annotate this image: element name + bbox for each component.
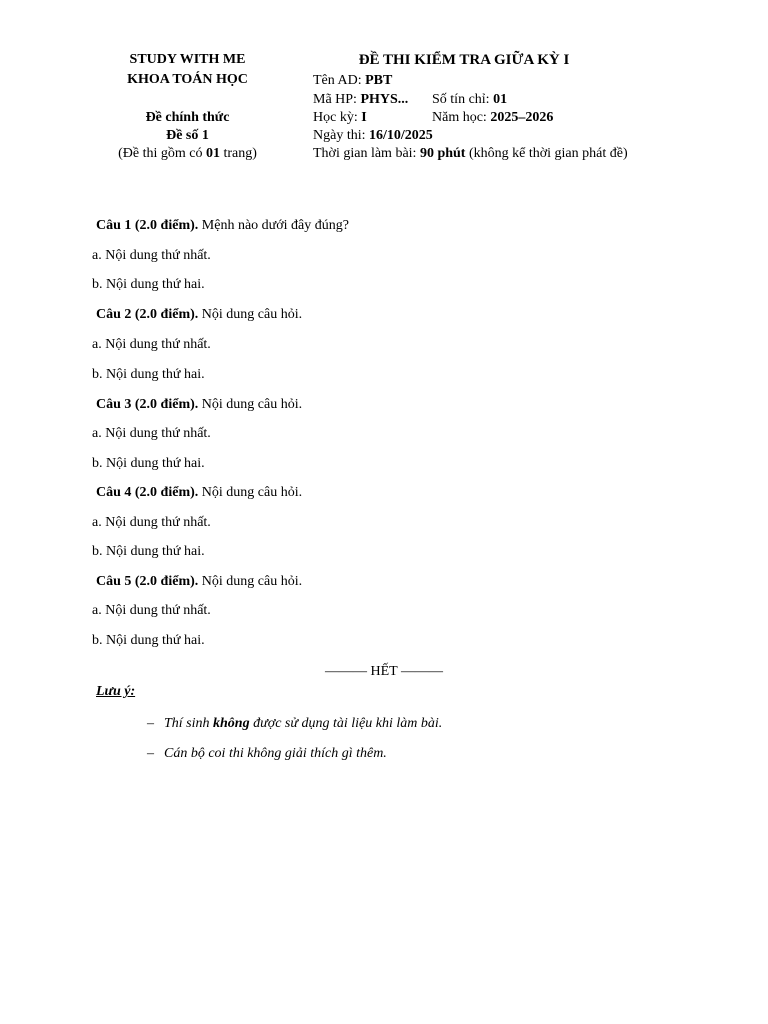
exam-title: ĐỀ THI KIỂM TRA GIỮA KỲ I	[358, 52, 570, 68]
question-2	[96, 306, 302, 324]
page-count: (Đề thi gồm có 01 trang)	[118, 146, 257, 161]
author-field: Tên AD: PBT	[313, 73, 393, 88]
exam-status: Đề chính thức	[145, 110, 230, 125]
question-text: Nội dung câu hỏi.	[198, 485, 303, 500]
question-5	[96, 573, 302, 591]
option-b: b. Nội dung thứ hai.	[92, 544, 205, 559]
option-b: b. Nội dung thứ hai.	[92, 633, 205, 648]
org-name: STUDY WITH ME	[129, 52, 246, 67]
term-field: Học kỳ: I	[313, 110, 367, 125]
course-code-field: Mã HP: PHYS...	[313, 92, 409, 107]
note-item: – Cán bộ coi thi không giải thích gì thêm.	[147, 746, 387, 761]
question-3	[96, 396, 302, 414]
question-text: Nội dung câu hỏi.	[198, 397, 303, 412]
option-b: b. Nội dung thứ hai.	[92, 367, 205, 382]
option-a: a. Nội dung thứ nhất.	[92, 248, 211, 263]
credits-field: Số tín chỉ: 01	[432, 92, 508, 107]
question-text: Nội dung câu hỏi.	[198, 574, 303, 589]
duration-field: Thời gian làm bài: 90 phút (không kể thời gian phát đề)	[313, 146, 628, 161]
question-heading: Câu 2 (2.0 điểm).	[96, 307, 199, 322]
note-bullet: –	[147, 716, 154, 731]
question-4	[96, 484, 302, 502]
note-item: – Thí sinh không được sử dụng tài liệu khi làm bài.	[147, 716, 443, 731]
exam-date-field: Ngày thi: 16/10/2025	[313, 128, 433, 143]
question-heading: Câu 1 (2.0 điểm).	[96, 218, 199, 233]
option-a: a. Nội dung thứ nhất.	[92, 337, 211, 352]
question-1	[96, 217, 349, 235]
question-heading: Câu 3 (2.0 điểm).	[96, 397, 199, 412]
question-heading: Câu 4 (2.0 điểm).	[96, 485, 199, 500]
option-b: b. Nội dung thứ hai.	[92, 456, 205, 471]
academic-year-field: Năm học: 2025–2026	[432, 110, 554, 125]
question-heading: Câu 5 (2.0 điểm).	[96, 574, 199, 589]
department-name: KHOA TOÁN HỌC	[127, 72, 248, 87]
note-bullet: –	[147, 746, 154, 761]
option-a: a. Nội dung thứ nhất.	[92, 603, 211, 618]
option-a: a. Nội dung thứ nhất.	[92, 515, 211, 530]
notes-label: Lưu ý:	[96, 684, 136, 699]
question-text: Mệnh nào dưới đây đúng?	[198, 218, 349, 233]
exam-code: Đề số 1	[166, 128, 209, 143]
option-a: a. Nội dung thứ nhất.	[92, 426, 211, 441]
question-text: Nội dung câu hỏi.	[198, 307, 303, 322]
option-b: b. Nội dung thứ hai.	[92, 277, 205, 292]
end-marker: ——— HẾT ———	[325, 664, 443, 679]
